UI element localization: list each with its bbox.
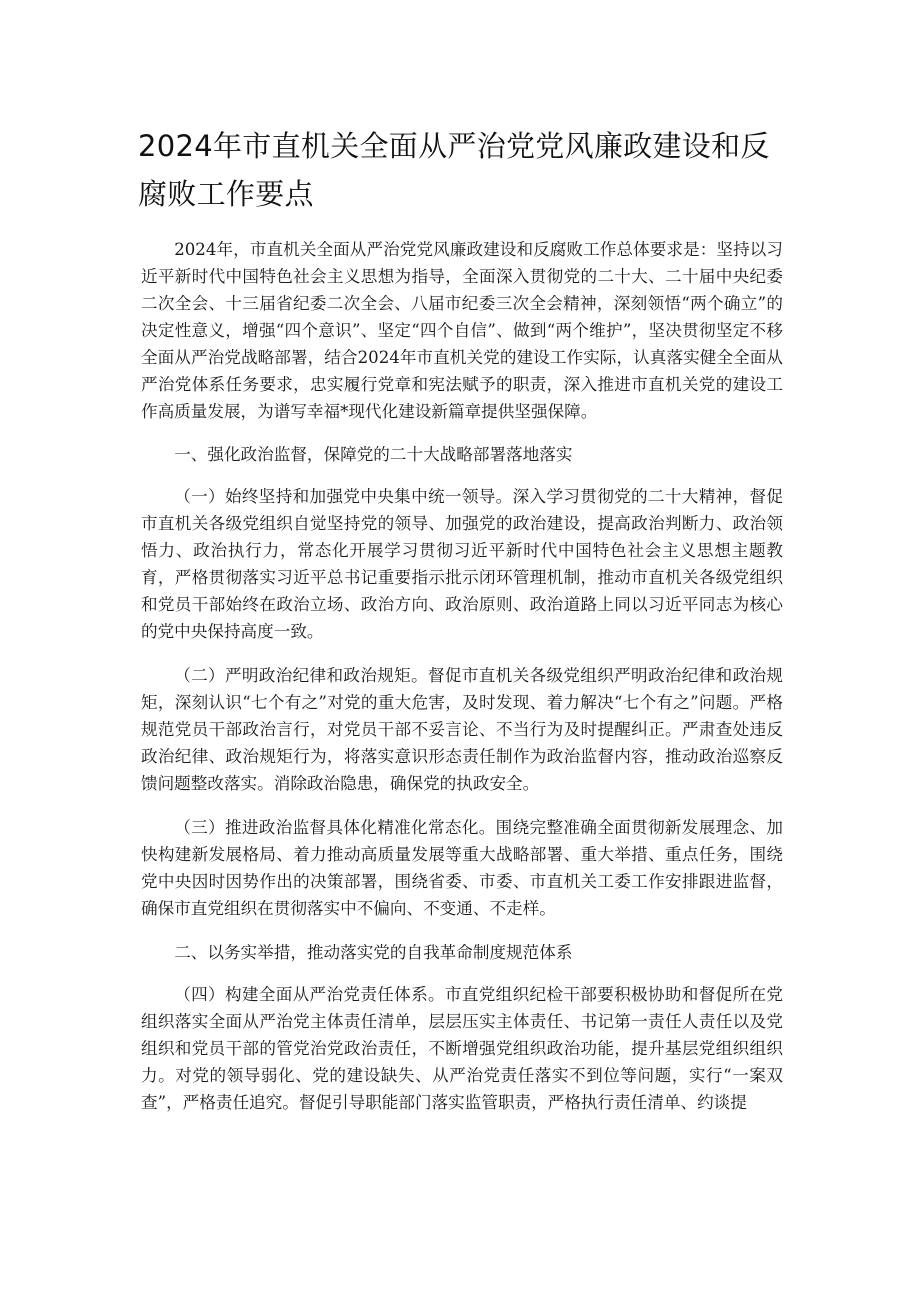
- paragraph-item-4: （四）构建全面从严治党责任体系。市直党组织纪检干部要积极协助和督促所在党组织落实全面从严治党主体责任清单，层层压实主体责任、书记第一责任人责任以及党组织和党员干部的管党治党政治责任，不断增强党组织政治功能，提升基层党组织组织力。对党的领导弱化、党的建设缺失、从严治党责任落实不到位等问题，实行“一案双查”，严格责任追究。督促引导职能部门落实监管职责，严格执行责任清单、约谈提: [141, 985, 783, 1112]
- document-title: 2024年市直机关全面从严治党党风廉政建设和反腐败工作要点: [138, 129, 770, 211]
- intro-paragraph: 2024年，市直机关全面从严治党党风廉政建设和反腐败工作总体要求是：坚持以习近平新时代中国特色社会主义思想为指导，全面深入贯彻党的二十大、二十届中央纪委二次全会、十三届省纪委二次全会、八届市纪委三次全会精神，深刻领悟“两个确立”的决定性意义，增强“四个意识”、坚定“四个自信”、做到“两个维护”，坚决贯彻坚定不移全面从严治党战略部署，结合2024年市直机关党的建设工作实际，认真落实健全全面从严治党体系任务要求，忠实履行党章和宪法赋予的职责，深入推进市直机关党的建设工作高质量发展，为谱写幸福*现代化建设新篇章提供坚强保障。: [141, 240, 783, 421]
- section-heading-1: 一、强化政治监督，保障党的二十大战略部署落地落实: [174, 445, 573, 464]
- paragraph-item-3: （三）推进政治监督具体化精准化常态化。围绕完整准确全面贯彻新发展理念、加快构建新发展格局、着力推动高质量发展等重大战略部署、重大举措、重点任务，围绕党中央因时因势作出的决策部署，围绕省委、市委、市直机关工委工作安排跟进监督，确保市直党组织在贯彻落实中不偏向、不变通、不走样。: [141, 818, 783, 918]
- document-body: [141, 236, 783, 1133]
- section-heading-2: 二、以务实举措，推动落实党的自我革命制度规范体系: [174, 943, 573, 962]
- paragraph-item-1: （一）始终坚持和加强党中央集中统一领导。深入学习贯彻党的二十大精神，督促市直机关各级党组织自觉坚持党的领导、加强党的政治建设，提高政治判断力、政治领悟力、政治执行力，常态化开展学习贯彻习近平新时代中国特色社会主义思想主题教育，严格贯彻落实习近平总书记重要指示批示闭环管理机制，推动市直机关各级党组织和党员干部始终在政治立场、政治方向、政治原则、政治道路上同以习近平同志为核心的党中央保持高度一致。: [141, 487, 783, 641]
- paragraph-item-2: （二）严明政治纪律和政治规矩。督促市直机关各级党组织严明政治纪律和政治规矩，深刻认识“七个有之”对党的重大危害，及时发现、着力解决“七个有之”问题。严格规范党员干部政治言行，对党员干部不妥言论、不当行为及时提醒纠正。严肃查处违反政治纪律、政治规矩行为，将落实意识形态责任制作为政治监督内容，推动政治巡察反馈问题整改落实。消除政治隐患，确保党的执政安全。: [141, 666, 783, 793]
